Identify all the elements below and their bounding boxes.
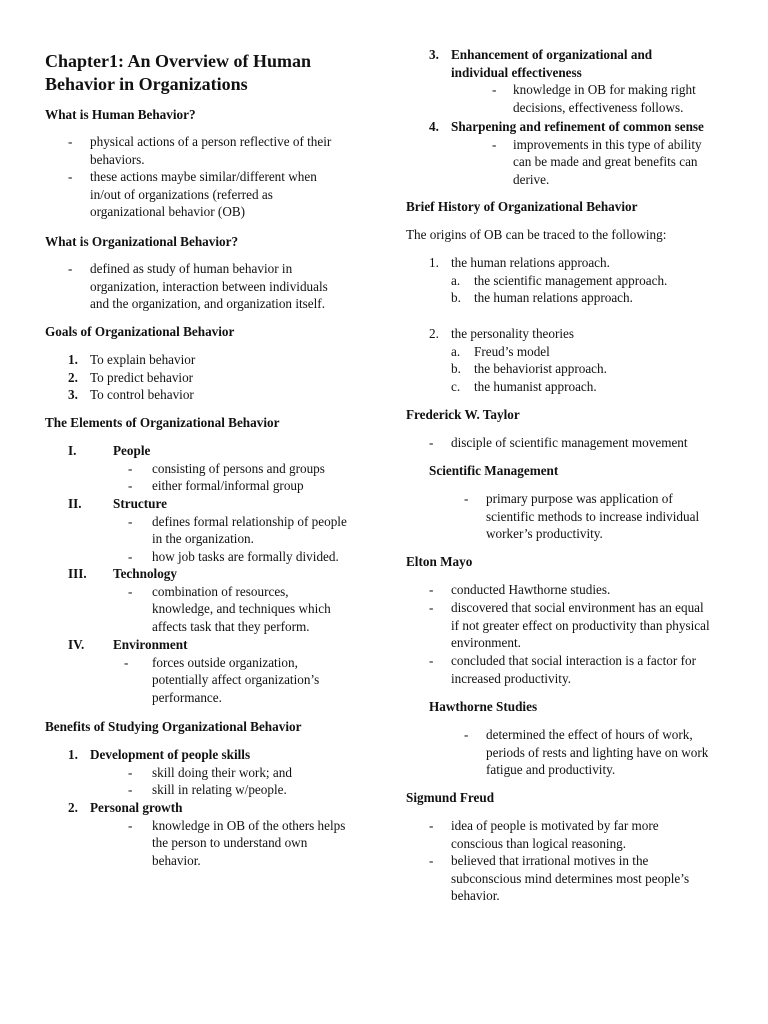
bullet-text: the person to understand own bbox=[152, 835, 308, 850]
bullet-text: concluded that social interaction is a factor for bbox=[451, 653, 696, 668]
sub-item-text: the scientific management approach. bbox=[474, 272, 668, 288]
bullet-text: either formal/informal group bbox=[152, 478, 304, 493]
roman-numeral: II. bbox=[68, 496, 82, 511]
bullet-text: combination of resources, bbox=[152, 583, 289, 599]
bullet-text: determined the effect of hours of work, bbox=[486, 727, 693, 742]
section-heading: What is Human Behavior? bbox=[45, 107, 196, 122]
list-item-text: the personality theories bbox=[451, 326, 575, 341]
bullet-dash: - bbox=[429, 435, 434, 450]
bullet-text: potentially affect organization’s bbox=[152, 672, 320, 687]
bullet-text: skill doing their work; and bbox=[152, 764, 292, 780]
bullet-text: organizational behavior (OB) bbox=[90, 204, 246, 219]
list-item-text: To explain behavior bbox=[90, 352, 196, 367]
sub-letter: b. bbox=[451, 290, 461, 305]
bullet-text: disciple of scientific management movement bbox=[451, 435, 688, 450]
chapter-title: Behavior in Organizations bbox=[45, 74, 248, 94]
benefit-label: individual effectiveness bbox=[451, 64, 582, 80]
roman-numeral: IV. bbox=[68, 637, 85, 652]
bullet-dash: - bbox=[429, 582, 434, 597]
bullet-text: knowledge in OB of the others helps bbox=[152, 817, 346, 833]
section-heading: Goals of Organizational Behavior bbox=[45, 324, 235, 339]
bullet-text: primary purpose was application of bbox=[486, 491, 673, 506]
bullet-dash: - bbox=[429, 600, 434, 615]
chapter-title: Chapter1: An Overview of Human bbox=[45, 51, 311, 71]
section-heading: Brief History of Organizational Behavior bbox=[406, 199, 638, 214]
bullet-text: organization, interaction between individuals bbox=[90, 278, 328, 294]
bullet-text: defines formal relationship of people bbox=[152, 513, 347, 529]
list-item-text: To predict behavior bbox=[90, 369, 194, 385]
bullet-dash: - bbox=[68, 261, 73, 276]
sub-letter: c. bbox=[451, 378, 461, 394]
bullet-text: knowledge, and techniques which bbox=[152, 601, 331, 616]
bullet-text: physical actions of a person reflective of their bbox=[90, 134, 332, 149]
bullet-text: knowledge in OB for making right bbox=[513, 82, 696, 97]
bullet-dash: - bbox=[128, 548, 133, 564]
list-number: 4. bbox=[429, 119, 439, 134]
sub-item-text: the behaviorist approach. bbox=[474, 361, 607, 376]
sub-letter: b. bbox=[451, 361, 461, 376]
bullet-text: discovered that social environment has an equal bbox=[451, 600, 704, 615]
bullet-dash: - bbox=[492, 136, 497, 152]
bullet-text: periods of rests and lighting have on work bbox=[486, 744, 709, 760]
bullet-text: conducted Hawthorne studies. bbox=[451, 582, 611, 597]
bullet-text: defined as study of human behavior in bbox=[90, 261, 293, 276]
benefit-label: Sharpening and refinement of common sense bbox=[451, 119, 704, 134]
bullet-dash: - bbox=[68, 169, 73, 184]
sub-heading: Scientific Management bbox=[429, 463, 559, 478]
list-number: 1. bbox=[429, 255, 439, 270]
bullet-text: worker’s productivity. bbox=[486, 526, 603, 541]
section-heading: Frederick W. Taylor bbox=[406, 407, 520, 422]
list-item-text: the human relations approach. bbox=[451, 255, 610, 270]
element-label: People bbox=[113, 443, 151, 458]
bullet-text: subconscious mind determines most people’s bbox=[451, 870, 690, 886]
bullet-dash: - bbox=[429, 653, 434, 668]
bullet-text: in/out of organizations (referred as bbox=[90, 186, 273, 202]
sub-item-text: Freud’s model bbox=[474, 343, 550, 359]
list-item-text: To control behavior bbox=[90, 387, 194, 402]
list-number: 2. bbox=[68, 369, 78, 385]
bullet-text: fatigue and productivity. bbox=[486, 762, 616, 777]
bullet-text: how job tasks are formally divided. bbox=[152, 548, 339, 564]
bullet-text: conscious than logical reasoning. bbox=[451, 835, 627, 851]
benefit-label: Development of people skills bbox=[90, 747, 251, 762]
bullet-dash: - bbox=[128, 764, 133, 780]
list-number: 3. bbox=[68, 387, 78, 402]
sub-letter: a. bbox=[451, 343, 461, 359]
benefit-label: Personal growth bbox=[90, 800, 183, 815]
bullet-dash: - bbox=[464, 491, 469, 506]
bullet-dash: - bbox=[128, 782, 133, 797]
bullet-dash: - bbox=[128, 817, 133, 833]
bullet-text: behaviors. bbox=[90, 151, 145, 167]
bullet-text: derive. bbox=[513, 171, 550, 187]
sub-letter: a. bbox=[451, 272, 461, 288]
bullet-text: environment. bbox=[451, 635, 521, 650]
section-intro: The origins of OB can be traced to the following: bbox=[406, 227, 667, 242]
bullet-dash: - bbox=[128, 583, 133, 599]
bullet-text: skill in relating w/people. bbox=[152, 782, 287, 797]
section-heading: Elton Mayo bbox=[406, 554, 473, 569]
element-label: Structure bbox=[113, 496, 167, 511]
bullet-text: if not greater effect on productivity than physical bbox=[451, 617, 710, 633]
bullet-dash: - bbox=[128, 478, 133, 493]
bullet-text: improvements in this type of ability bbox=[513, 136, 702, 152]
list-number: 1. bbox=[68, 747, 78, 762]
bullet-dash: - bbox=[429, 818, 434, 833]
sub-heading: Hawthorne Studies bbox=[429, 699, 538, 714]
bullet-dash: - bbox=[124, 654, 129, 670]
bullet-text: increased productivity. bbox=[451, 670, 571, 686]
benefit-label: Enhancement of organizational and bbox=[451, 47, 653, 62]
bullet-text: behavior. bbox=[451, 888, 500, 903]
bullet-dash: - bbox=[128, 513, 133, 529]
section-heading: Sigmund Freud bbox=[406, 790, 495, 805]
bullet-text: can be made and great benefits can bbox=[513, 154, 698, 169]
element-label: Technology bbox=[113, 566, 177, 581]
bullet-dash: - bbox=[492, 82, 497, 97]
bullet-text: behavior. bbox=[152, 852, 201, 868]
sub-item-text: the human relations approach. bbox=[474, 290, 633, 305]
roman-numeral: I. bbox=[68, 443, 77, 458]
list-number: 3. bbox=[429, 47, 439, 62]
bullet-text: affects task that they perform. bbox=[152, 618, 310, 634]
bullet-text: these actions maybe similar/different when bbox=[90, 169, 317, 184]
bullet-text: and the organization, and organization itself. bbox=[90, 296, 325, 311]
bullet-dash: - bbox=[464, 727, 469, 742]
list-number: 2. bbox=[429, 326, 439, 341]
section-heading: The Elements of Organizational Behavior bbox=[45, 415, 280, 430]
bullet-dash: - bbox=[429, 853, 434, 868]
bullet-dash: - bbox=[68, 134, 73, 149]
bullet-text: in the organization. bbox=[152, 531, 254, 546]
bullet-text: consisting of persons and groups bbox=[152, 460, 325, 476]
section-heading: What is Organizational Behavior? bbox=[45, 234, 239, 249]
list-number: 1. bbox=[68, 352, 78, 367]
element-label: Environment bbox=[113, 637, 188, 652]
bullet-text: forces outside organization, bbox=[152, 654, 298, 670]
bullet-text: idea of people is motivated by far more bbox=[451, 818, 659, 833]
sub-item-text: the humanist approach. bbox=[474, 378, 597, 394]
roman-numeral: III. bbox=[68, 566, 87, 581]
bullet-text: scientific methods to increase individual bbox=[486, 508, 700, 524]
bullet-text: performance. bbox=[152, 689, 222, 705]
bullet-dash: - bbox=[128, 460, 133, 476]
list-number: 2. bbox=[68, 800, 78, 815]
section-heading: Benefits of Studying Organizational Behavior bbox=[45, 719, 302, 734]
bullet-text: decisions, effectiveness follows. bbox=[513, 99, 684, 115]
bullet-text: believed that irrational motives in the bbox=[451, 853, 649, 868]
